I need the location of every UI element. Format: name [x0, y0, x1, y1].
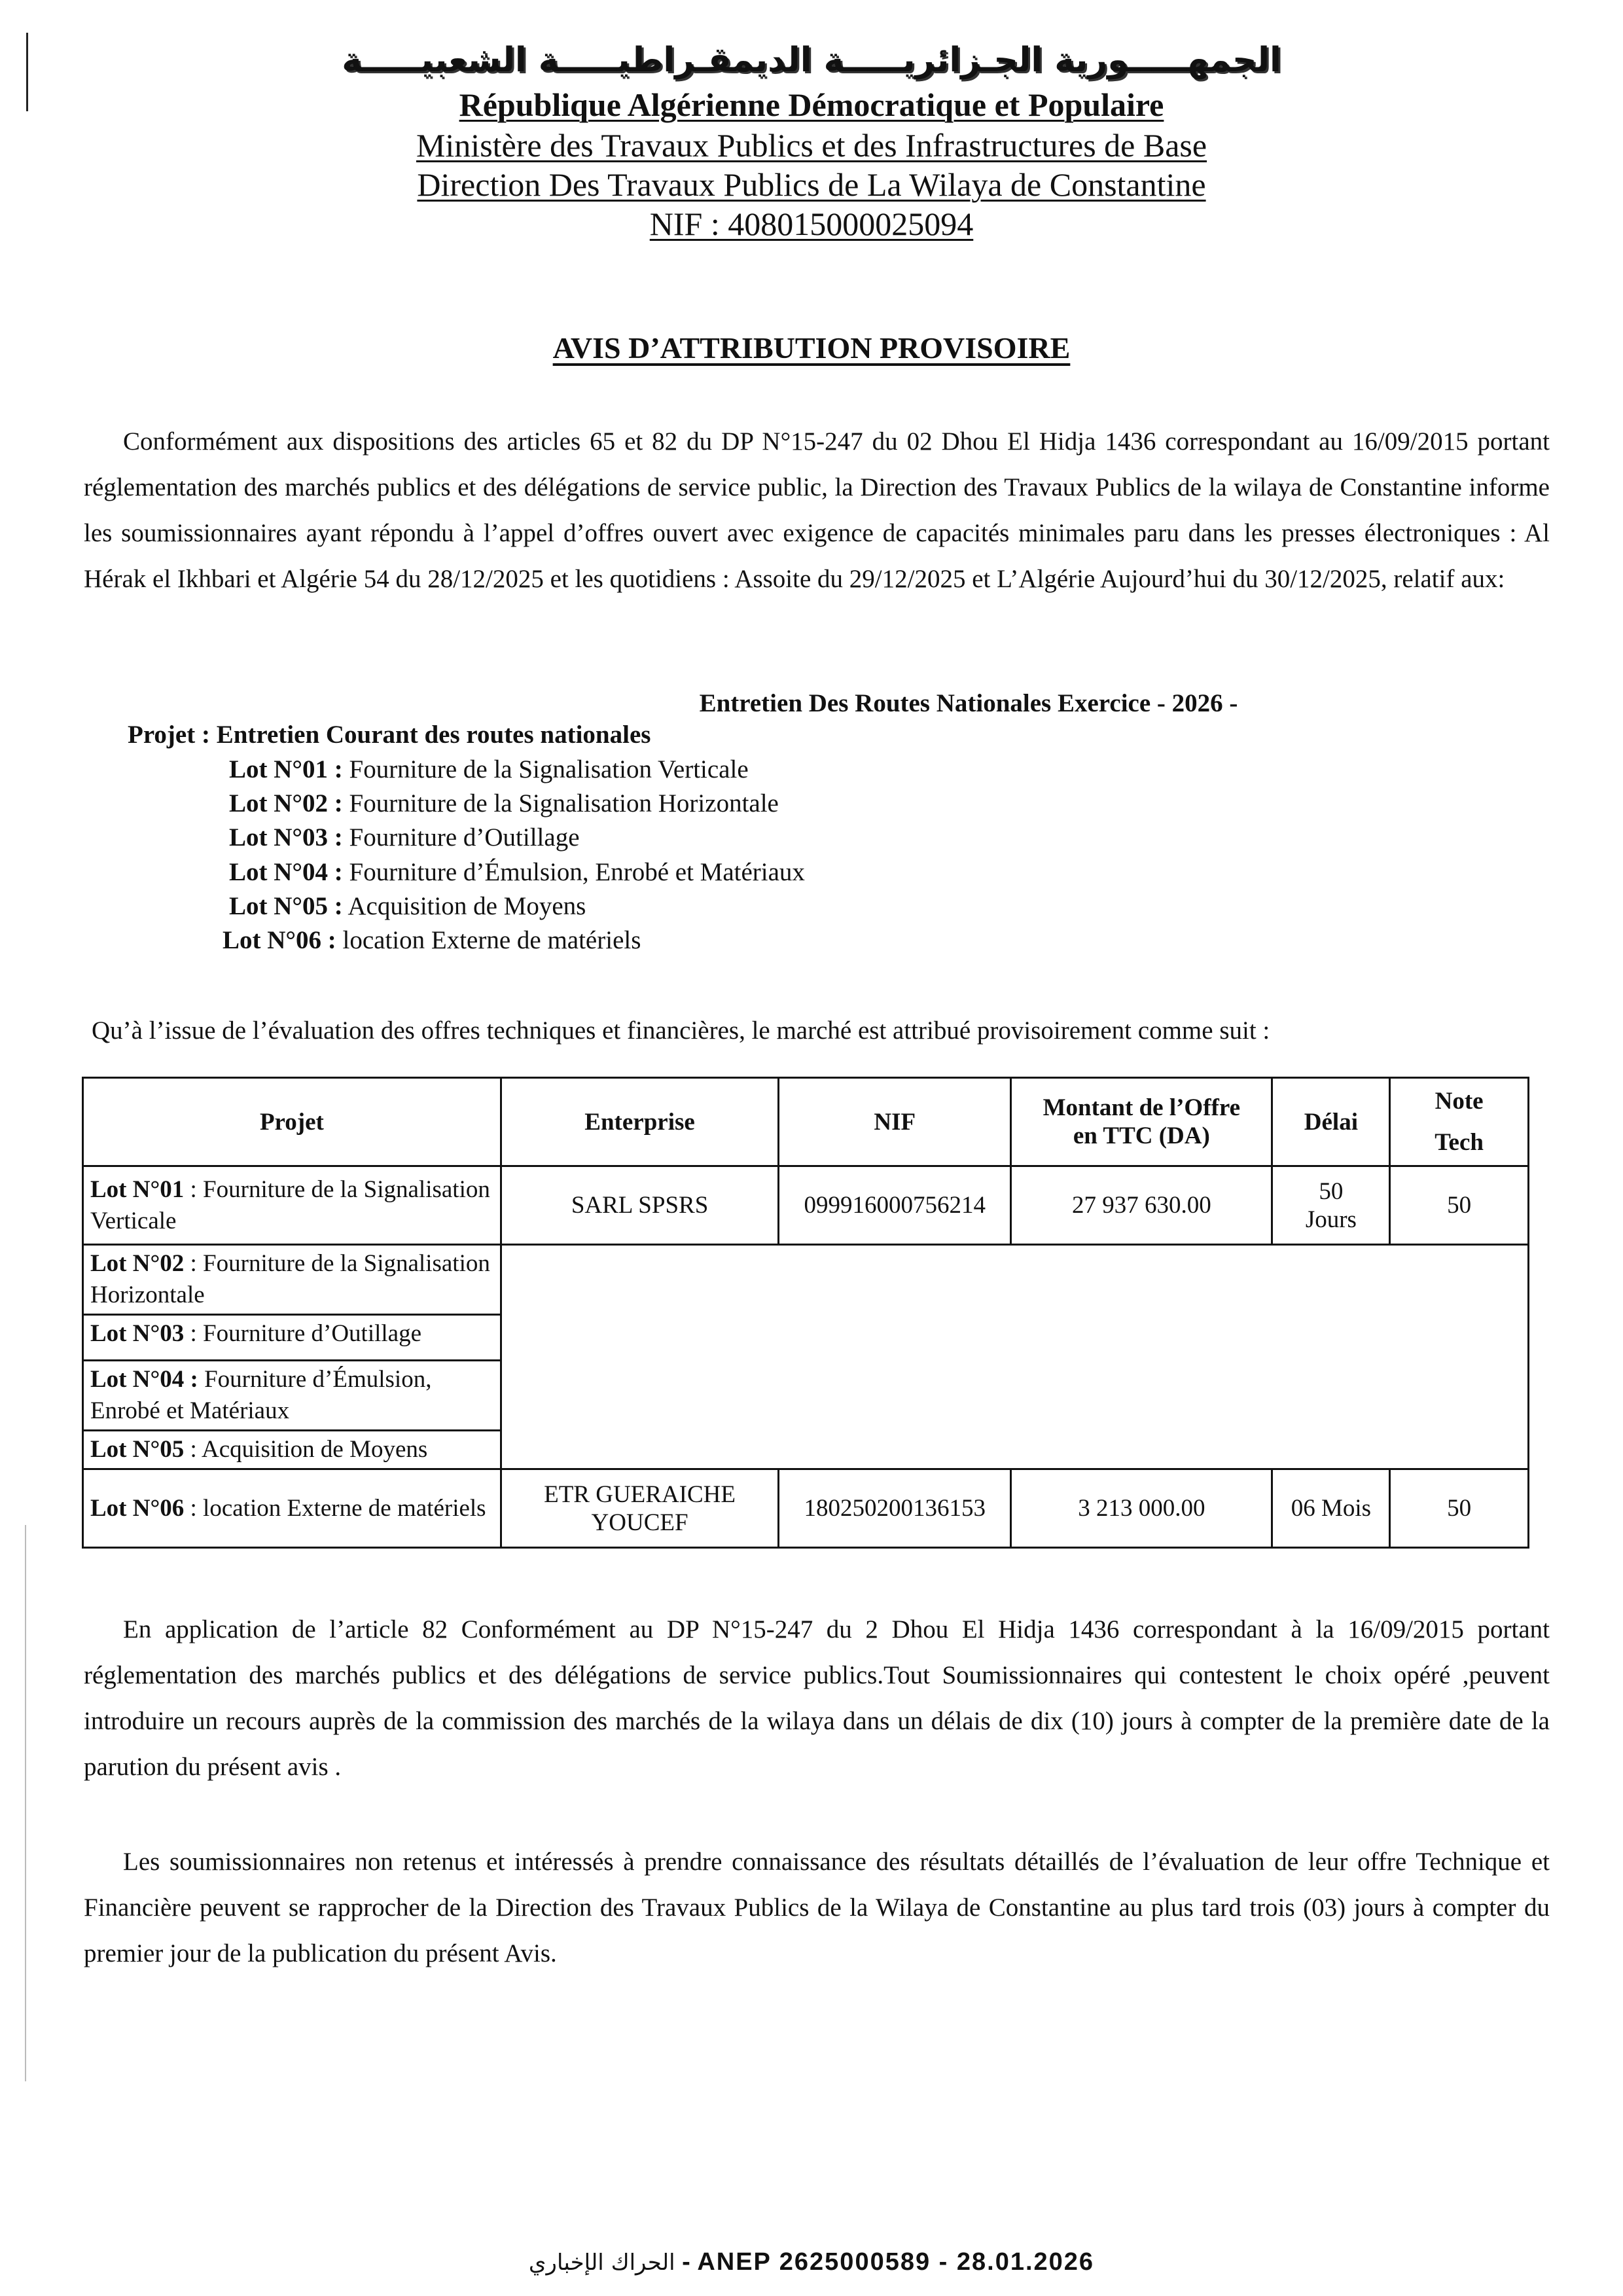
lot-label: Lot N°02 : — [229, 789, 343, 817]
lot-desc: Fourniture d’Émulsion, Enrobé et Matériaux — [349, 858, 805, 886]
delai-unit: Jours — [1305, 1206, 1357, 1233]
delai-value: 50 — [1319, 1177, 1344, 1205]
lot-label: Lot N°02 — [90, 1250, 185, 1277]
result-intro-text: Qu’à l’issue de l’évaluation des offres techniques et financières, le marché est attribué provisoirement comme suit : — [92, 1016, 1270, 1045]
lot-item — [229, 857, 805, 887]
project-label: Projet : — [128, 721, 210, 749]
cell-projet — [83, 1469, 501, 1548]
ministry-name — [0, 126, 1623, 165]
col-header-enterprise: Enterprise — [501, 1078, 778, 1166]
result-intro — [92, 1008, 1558, 1054]
arabic-republic-title: الجمهـــــورية الجـزائريـــــة الديمقـراطيـــــة الشعبيـــــة — [342, 41, 1281, 80]
intro-paragraph-text: Conformément aux dispositions des articles 65 et 82 du DP N°15-247 du 02 Dhou El Hidja 1436 correspondant au 16/09/2015 portant réglementation des marchés publics et des délégations de service public, la Direction des Travaux Publics de la wilaya de Constantine informe les soumissionnaires ayant répondu à l’appel d’offres ouvert avec exigence de capacités minimales paru dans les presses électroniques : Al Hérak el Ikhbari et Algérie 54 du 28/12/2025 et les quotidiens : Assoite du 29/12/2025 et L’Algérie Aujourd’hui du 30/12/2025, relatif aux: — [84, 427, 1550, 593]
cell-montant: 3 213 000.00 — [1011, 1469, 1272, 1548]
note-header-line2: Tech — [1435, 1129, 1484, 1156]
lot-desc: Fourniture de la Signalisation Horizontale — [349, 789, 779, 817]
lot-label: Lot N°05 — [90, 1436, 185, 1463]
recourse-paragraph-text: En application de l’article 82 Conformément au DP N°15-247 du 2 Dhou El Hidja 1436 correspondant à la 16/09/2015 portant réglementation des marchés publics et des délégations de service publics.Tout Soumissionnaires qui contestent le choix opéré ,peuvent introduire un recours auprès de la commission des marchés de la wilaya dans un délais de dix (10) jours à compter de la première date de la parution du présent avis . — [84, 1615, 1550, 1781]
project-line — [128, 720, 651, 749]
cell-delai — [1272, 1166, 1390, 1245]
consultation-paragraph — [84, 1839, 1550, 1977]
direction-name-text: Direction Des Travaux Publics de La Wilaya de Constantine — [417, 166, 1206, 203]
cell-projet — [83, 1315, 501, 1361]
lot-desc: : Fourniture d’Outillage — [184, 1320, 422, 1347]
empty-merged-cell — [501, 1245, 1528, 1469]
enterprise-line1: ETR GUERAICHE — [544, 1480, 736, 1508]
table-header-row — [83, 1078, 1529, 1166]
scan-artifact — [25, 1525, 26, 2081]
page-title-text: AVIS D’ATTRIBUTION PROVISOIRE — [552, 331, 1071, 365]
lot-desc: Acquisition de Moyens — [348, 892, 586, 920]
lot-label: Lot N°01 : — [229, 755, 343, 783]
lot-label: Lot N°05 : — [229, 892, 343, 920]
lot-desc: : Fourniture de la Signalisation Horizontale — [90, 1250, 490, 1308]
lot-item — [223, 925, 641, 955]
lot-desc: location Externe de matériels — [342, 926, 641, 954]
lot-label: Lot N°06 : — [223, 926, 336, 954]
lot-desc: Fourniture d’Outillage — [349, 823, 580, 852]
footer-separator: - — [675, 2248, 698, 2276]
lot-desc: Fourniture d’Émulsion, Enrobé et Matériaux — [90, 1366, 432, 1424]
montant-header-line2: en TTC (DA) — [1073, 1122, 1210, 1149]
intro-paragraph — [84, 419, 1550, 602]
cell-projet — [83, 1166, 501, 1245]
note-header-line1: Note — [1435, 1088, 1484, 1115]
lot-desc: Fourniture de la Signalisation Verticale — [349, 755, 749, 783]
lot-label: Lot N°03 — [90, 1320, 185, 1347]
montant-header-line1: Montant de l’Offre — [1043, 1094, 1241, 1121]
cell-enterprise — [501, 1469, 778, 1548]
footer-reference: ANEP 2625000589 - 28.01.2026 — [697, 2248, 1095, 2276]
lot-desc: : Acquisition de Moyens — [184, 1436, 428, 1463]
table-row — [83, 1469, 1529, 1548]
lot-item — [229, 823, 580, 852]
ministry-name-text: Ministère des Travaux Publics et des Infrastructures de Base — [416, 127, 1207, 164]
lot-item — [229, 755, 749, 784]
col-header-projet: Projet — [83, 1078, 501, 1166]
lot-label: Lot N°04 : — [229, 858, 343, 886]
cell-projet — [83, 1431, 501, 1469]
project-name: Entretien Courant des routes nationales — [216, 721, 651, 749]
cell-note: 50 — [1390, 1469, 1529, 1548]
cell-projet — [83, 1361, 501, 1431]
col-header-delai: Délai — [1272, 1078, 1390, 1166]
operation-title: Entretien Des Routes Nationales Exercice - 2026 - — [699, 689, 1238, 717]
republic-name — [0, 85, 1623, 124]
republic-name-text: République Algérienne Démocratique et Populaire — [459, 86, 1164, 123]
lot-desc: : Fourniture de la Signalisation Verticale — [90, 1175, 490, 1234]
lot-label: Lot N°01 — [90, 1175, 185, 1203]
cell-projet — [83, 1245, 501, 1315]
cell-enterprise: SARL SPSRS — [501, 1166, 778, 1245]
lot-label: Lot N°04 : — [90, 1366, 198, 1393]
col-header-montant — [1011, 1078, 1272, 1166]
lot-item — [229, 891, 586, 921]
nif-header — [0, 204, 1623, 243]
lot-item — [229, 789, 779, 818]
footer-arabic-source: الحراك الإخباري — [528, 2250, 675, 2276]
lot-label: Lot N°06 — [90, 1494, 185, 1522]
col-header-nif: NIF — [779, 1078, 1011, 1166]
table-row — [83, 1166, 1529, 1245]
col-header-note — [1390, 1078, 1529, 1166]
publication-footer — [0, 2248, 1623, 2276]
nif-header-text: NIF : 408015000025094 — [649, 206, 974, 242]
attribution-table — [82, 1077, 1529, 1549]
cell-montant: 27 937 630.00 — [1011, 1166, 1272, 1245]
recourse-paragraph — [84, 1607, 1550, 1790]
cell-note: 50 — [1390, 1166, 1529, 1245]
lot-label: Lot N°03 : — [229, 823, 343, 852]
direction-name — [0, 165, 1623, 204]
enterprise-line2: YOUCEF — [591, 1509, 688, 1536]
cell-nif: 180250200136153 — [779, 1469, 1011, 1548]
cell-nif: 099916000756214 — [779, 1166, 1011, 1245]
page-title — [0, 331, 1623, 365]
lot-desc: : location Externe de matériels — [184, 1494, 486, 1522]
cell-delai: 06 Mois — [1272, 1469, 1390, 1548]
table-row — [83, 1245, 1529, 1315]
consultation-paragraph-text: Les soumissionnaires non retenus et intéressés à prendre connaissance des résultats détaillés de l’évaluation de leur offre Technique et Financière peuvent se rapprocher de la Direction des Travaux Publics de la Wilaya de Constantine au plus tard trois (03) jours à compter du premier jour de la publication du présent Avis. — [84, 1848, 1550, 1967]
